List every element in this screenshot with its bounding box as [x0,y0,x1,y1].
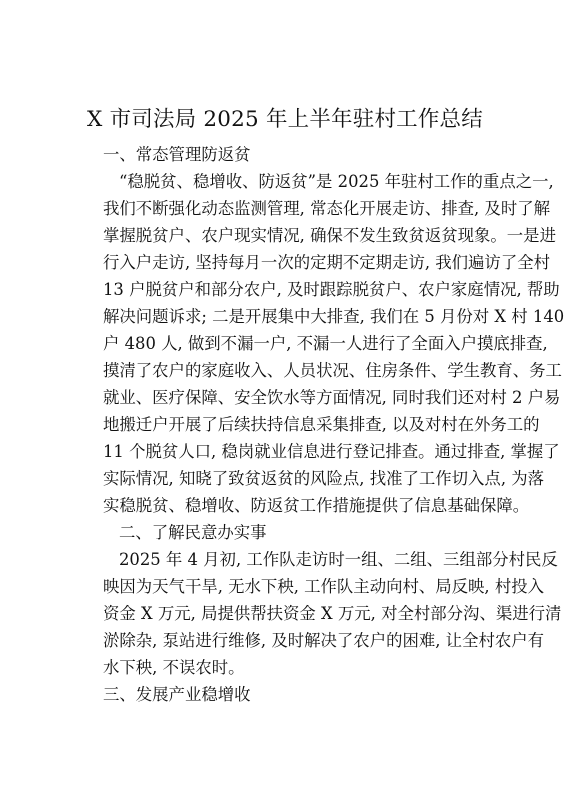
paragraph-line: 2025 年 4 月初, 工作队走访时一组、二组、三组部分村民反 [119,550,558,569]
paragraph-line: 水下秧, 不误农时。 [103,658,245,677]
paragraph-line: 13 户脱贫户和部分农户, 及时跟踪脱贫户、农户家庭情况, 帮助 [103,280,560,299]
paragraph-line: 解决问题诉求; 二是开展集中大排查, 我们在 5 月份对 X 村 140 [103,307,565,326]
section-heading: 一、常态管理防返贫 [103,145,251,164]
paragraph-line: 淤除杂, 泵站进行维修, 及时解决了农户的困难, 让全村农户有 [103,631,545,650]
paragraph-line: 映因为天气干旱, 无水下秧, 工作队主动向村、局反映, 村投入 [103,577,545,596]
paragraph-line: 实际情况, 知晓了致贫返贫的风险点, 找准了工作切入点, 为落 [103,469,545,488]
paragraph-line: 摸清了农户的家庭收入、人员状况、住房条件、学生教育、务工 [103,361,562,380]
section-heading: 二、了解民意办实事 [119,523,267,542]
paragraph-line: 行入户走访, 坚持每月一次的定期不定期走访, 我们遍访了全村 [103,253,550,272]
paragraph-line: 实稳脱贫、稳增收、防返贫工作措施提供了信息基础保障。 [103,496,530,515]
paragraph-line: 资金 X 万元, 局提供帮扶资金 X 万元, 对全村部分沟、渠进行清 [103,604,562,623]
paragraph-line: 就业、医疗保障、安全饮水等方面情况, 同时我们还对村 2 户易 [103,388,561,407]
section-heading: 三、发展产业稳增收 [103,685,251,704]
paragraph-line: 户 480 人, 做到不漏一户, 不漏一人进行了全面入户摸底排查, [103,334,548,353]
paragraph-line: 掌握脱贫户、农户现实情况, 确保不发生致贫返贫现象。一是进 [103,226,556,245]
paragraph-line: “稳脱贫、稳增收、防返贫”是 2025 年驻村工作的重点之一, [119,172,554,191]
paragraph-line: 我们不断强化动态监测管理, 常态化开展走访、排查, 及时了解 [103,199,550,218]
paragraph-line: 11 个脱贫人口, 稳岗就业信息进行登记排查。通过排查, 掌握了 [103,442,560,461]
paragraph-line: 地搬迁户开展了后续扶持信息采集排查, 以及对村在外务工的 [103,415,540,434]
document-title: X 市司法局 2025 年上半年驻村工作总结 [87,107,483,132]
